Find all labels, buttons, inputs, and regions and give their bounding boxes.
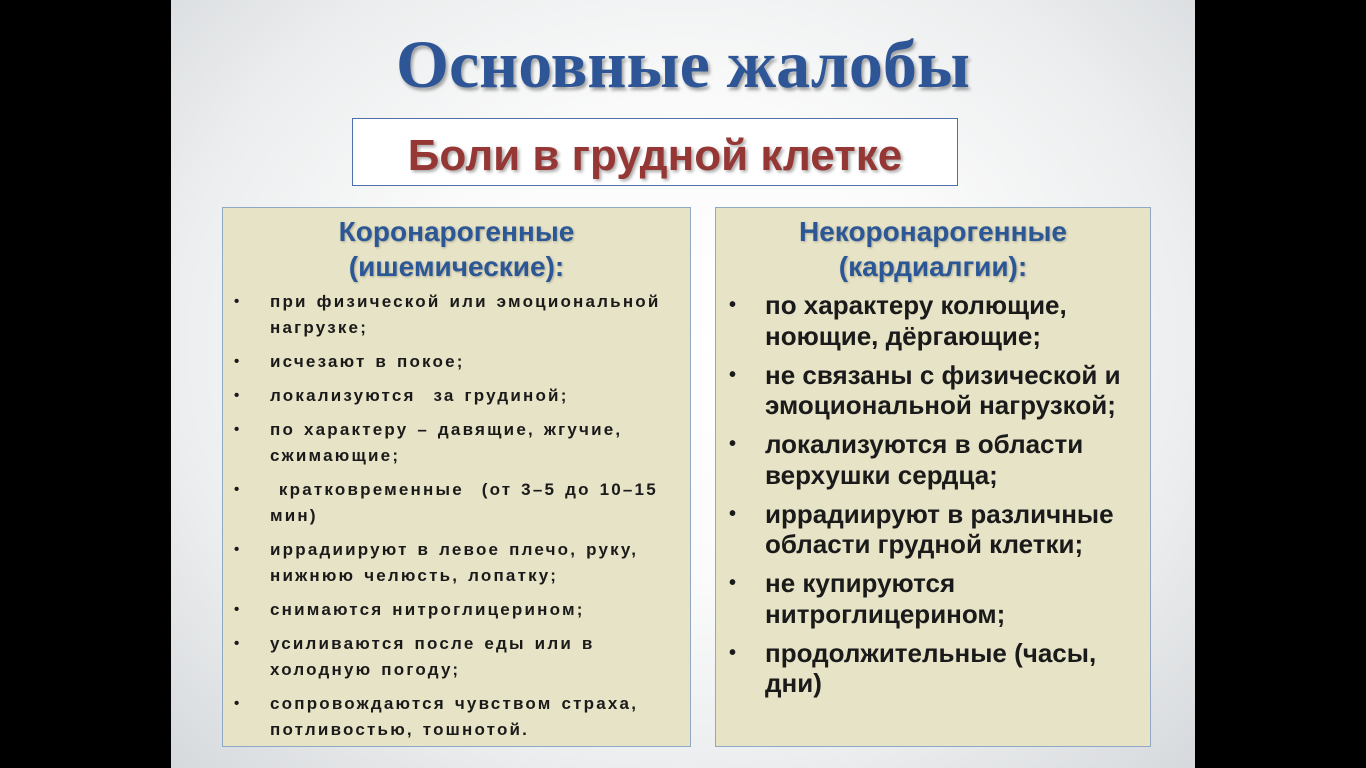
list-item-line: эмоциональной нагрузкой; bbox=[765, 390, 1116, 420]
list-item bbox=[223, 477, 690, 529]
bullet-icon bbox=[234, 349, 239, 375]
list-item-line: по характеру – давящие, жгучие, bbox=[270, 420, 623, 439]
panel-heading-line: (ишемические): bbox=[348, 251, 565, 282]
list-item-line: не связаны с физической и bbox=[765, 359, 1121, 390]
list-item-text bbox=[765, 638, 1150, 699]
list-item bbox=[716, 638, 1150, 699]
list-item-text bbox=[765, 429, 1150, 490]
list-item-text bbox=[765, 290, 1150, 351]
list-item-line: нитроглицерином; bbox=[765, 598, 1006, 629]
noncoronarogenic-panel bbox=[715, 207, 1151, 747]
list-item-text bbox=[270, 417, 690, 469]
list-item bbox=[223, 417, 690, 469]
list-item-line: нагрузке; bbox=[270, 318, 369, 337]
bullet-icon bbox=[729, 290, 736, 321]
slide bbox=[171, 0, 1195, 768]
list-item bbox=[223, 597, 690, 623]
panel-heading-line: Коронарогенные bbox=[338, 216, 575, 247]
list-item-line: иррадиируют в левое плечо, руку, bbox=[270, 540, 639, 559]
list-item-line: нижнюю челюсть, лопатку; bbox=[270, 566, 559, 585]
list-item-line: мин) bbox=[270, 506, 318, 525]
list-item-line: снимаются нитроглицерином; bbox=[270, 600, 585, 619]
list-item-line: сжимающие; bbox=[270, 446, 401, 465]
list-item-line: при физической или эмоциональной bbox=[270, 292, 661, 311]
list-item-text bbox=[270, 537, 690, 589]
panel-heading-line: (кардиалгии): bbox=[838, 251, 1028, 282]
list-item-line: верхушки сердца; bbox=[765, 459, 998, 490]
list-item-text bbox=[270, 383, 690, 409]
panel-heading bbox=[223, 208, 690, 284]
bullet-icon bbox=[234, 631, 239, 657]
list-item-line: дни) bbox=[765, 668, 822, 698]
bullet-icon bbox=[234, 417, 239, 443]
list-item-line: локализуются в области bbox=[765, 429, 1084, 459]
list-item bbox=[716, 360, 1150, 421]
list-item-line: холодную погоду; bbox=[270, 660, 461, 679]
list-item bbox=[716, 429, 1150, 490]
subtitle-box bbox=[352, 118, 958, 186]
list-item bbox=[716, 568, 1150, 629]
coronarogenic-panel bbox=[222, 207, 691, 747]
list-item-text bbox=[270, 597, 690, 623]
list-item-line: области грудной клетки; bbox=[765, 529, 1084, 559]
list-item-text bbox=[765, 360, 1150, 421]
panel-heading bbox=[716, 208, 1150, 284]
list-item-line: по характеру колющие, bbox=[765, 290, 1067, 320]
bullet-icon bbox=[234, 383, 239, 409]
slide-subtitle: Боли в грудной клетке bbox=[407, 131, 903, 180]
list-item bbox=[223, 631, 690, 683]
list-item-line: исчезают в покое; bbox=[270, 352, 465, 371]
list-item-text bbox=[270, 691, 690, 743]
list-item bbox=[223, 691, 690, 743]
bullet-icon bbox=[729, 360, 736, 391]
bullet-icon bbox=[729, 568, 736, 599]
list-item-text bbox=[270, 349, 690, 375]
bullet-icon bbox=[234, 289, 239, 315]
list-item bbox=[716, 499, 1150, 560]
list-item-text bbox=[270, 477, 690, 529]
list-item-line: ноющие, дёргающие; bbox=[765, 320, 1041, 351]
list-item-line: потливостью, тошнотой. bbox=[270, 720, 530, 739]
list-item-line: продолжительные (часы, bbox=[765, 637, 1097, 668]
bullet-icon bbox=[729, 429, 736, 460]
bullet-icon bbox=[234, 477, 239, 503]
list-item-line: усиливаются после еды или в bbox=[270, 634, 595, 653]
list-item bbox=[223, 349, 690, 375]
list-item-line: иррадиируют в различные bbox=[765, 498, 1114, 529]
bullet-icon bbox=[729, 499, 736, 530]
bullet-icon bbox=[729, 638, 736, 669]
bullet-icon bbox=[234, 691, 239, 717]
list-item-text bbox=[765, 499, 1150, 560]
bullet-icon bbox=[234, 537, 239, 563]
list-item bbox=[223, 537, 690, 589]
list-item bbox=[223, 383, 690, 409]
bullet-icon bbox=[234, 597, 239, 623]
coronarogenic-list bbox=[223, 289, 690, 743]
panel-heading-line: Некоронарогенные bbox=[799, 216, 1067, 247]
list-item-text bbox=[270, 289, 690, 341]
list-item-line: локализуются за грудиной; bbox=[270, 386, 569, 405]
list-item bbox=[223, 289, 690, 341]
noncoronarogenic-list bbox=[716, 290, 1150, 699]
slide-title: Основные жалобы bbox=[396, 26, 970, 102]
list-item-line: сопровождаются чувством страха, bbox=[270, 694, 639, 713]
list-item-text bbox=[765, 568, 1150, 629]
list-item-text bbox=[270, 631, 690, 683]
list-item-line: не купируются bbox=[765, 568, 956, 598]
list-item-line: кратковременные (от 3–5 до 10–15 bbox=[270, 480, 658, 499]
list-item bbox=[716, 290, 1150, 351]
